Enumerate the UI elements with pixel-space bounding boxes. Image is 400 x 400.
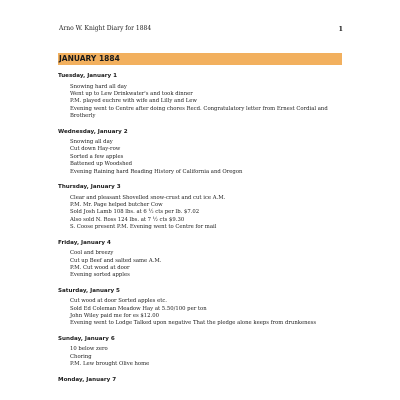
entry-line: Cut down Hay-row — [70, 146, 121, 153]
entry-line: Cut up Beef and salted same A.M. — [70, 257, 162, 264]
entry-line: 10 below zero — [70, 346, 108, 353]
diary-entry — [58, 240, 348, 280]
diary-entry — [58, 336, 348, 369]
diary-entry — [58, 129, 348, 177]
entry-line: P.M. Cut wood at door — [70, 264, 130, 271]
diary-entry — [58, 184, 348, 232]
entry-date: Monday, January 7 — [58, 376, 117, 383]
entry-date: Wednesday, January 2 — [58, 128, 128, 135]
entry-date: Friday, January 4 — [58, 239, 111, 246]
entry-line: Snowing hard all day — [70, 83, 127, 90]
entry-line: S. Coose present P.M. Evening went to Centre for mail — [70, 224, 217, 231]
entry-line: P.M. played euchre with wife and Lilly and Lew — [70, 98, 197, 105]
entry-line: Evening Raining hard Reading History of California and Oregon — [70, 168, 243, 175]
entry-line: Choring — [70, 353, 92, 360]
entry-line: Evening sorted apples — [70, 272, 130, 279]
diary-entry — [58, 377, 348, 384]
entry-line: Sold Josh Lamb 108 lbs. at 6 ½ cts per lb. $7.02 — [70, 209, 200, 216]
diary-entry — [58, 73, 348, 121]
entry-date: Thursday, January 3 — [58, 184, 121, 191]
entry-line: Battened up Woodshed — [70, 161, 133, 168]
entry-date: Saturday, January 5 — [58, 287, 120, 294]
entry-line: Sorted a few apples — [70, 153, 124, 160]
entry-line: P.M. Lew brought Olive home — [70, 361, 150, 368]
page-number: 1 — [338, 25, 343, 33]
entry-line: Evening went to Centre after doing chores Recd. Congratulatory letter from Ernest Cordial and Brotherly — [70, 105, 328, 120]
entry-line: Cut wood at door Sorted apples etc. — [70, 298, 167, 305]
entry-date: Sunday, January 6 — [58, 335, 115, 342]
entry-line: Evening went to Lodge Talked upon negative That the pledge alone keeps from drunkeness — [70, 320, 317, 327]
diary-title: Arno W. Knight Diary for 1884 — [59, 25, 152, 32]
diary-entries — [58, 73, 348, 392]
entry-date: Tuesday, January 1 — [58, 73, 118, 79]
entry-line: Went up to Lew Drinkwater's and took dinner — [70, 90, 193, 97]
entry-line: P.M. Mr. Page helped butcher Cow — [70, 201, 163, 208]
page-header — [59, 25, 343, 33]
diary-entry — [58, 288, 348, 328]
month-heading: JANUARY 1884 — [58, 53, 342, 65]
entry-line: John Wiley paid me for es $12.00 — [70, 313, 159, 320]
entry-line: Also sold N. Ross 124 lbs. at 7 ½ cts $9.30 — [70, 216, 185, 223]
entry-line: Cool and breezy — [70, 250, 114, 257]
entry-line: Snowing all day — [70, 139, 113, 146]
entry-line: Sold Ed Coleman Meadow Hay at 5.50/100 per ton — [70, 305, 207, 312]
entry-line: Clear and pleasant Shovelled snow-crust and cut ice A.M. — [70, 194, 226, 201]
